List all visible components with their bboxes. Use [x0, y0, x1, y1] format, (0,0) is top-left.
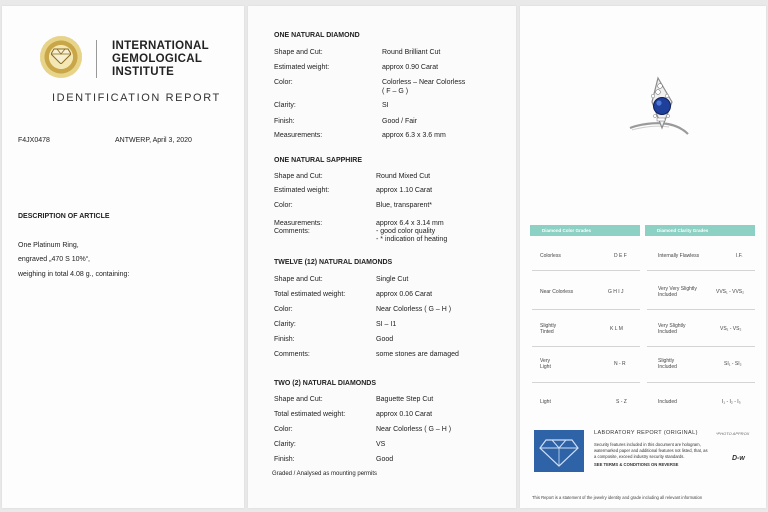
divider	[532, 270, 640, 271]
field-label: Measurements:	[274, 220, 323, 227]
field-label: Total estimated weight:	[274, 411, 346, 418]
divider	[647, 382, 755, 383]
field-value: approx 0.06 Carat	[376, 291, 433, 298]
field-value: approx 6.3 x 3.6 mm	[382, 132, 446, 139]
field-value: SI – I1	[376, 321, 397, 328]
institute-name: INTERNATIONAL GEMOLOGICAL INSTITUTE	[112, 40, 209, 78]
field-label: Total estimated weight:	[274, 291, 346, 298]
color-grade-name: Slightly	[540, 323, 557, 329]
color-grade-letters: G H I J	[608, 289, 624, 295]
field-label: Comments:	[274, 228, 310, 235]
article-line: weighing in total 4.08 g., containing:	[18, 271, 130, 278]
color-grade-name: Tinted	[540, 329, 554, 335]
color-grade-letters: D E F	[614, 253, 627, 259]
field-value: - good color quality	[376, 228, 436, 235]
report-title: IDENTIFICATION REPORT	[52, 92, 221, 104]
divider	[532, 309, 640, 310]
color-grade-name: Light	[540, 364, 551, 370]
hologram-seal-icon	[534, 430, 584, 472]
color-grade-letters: K L M	[610, 326, 623, 332]
section-title-two-diamonds: TWO (2) NATURAL DIAMONDS	[274, 380, 377, 387]
terms-link[interactable]: SEE TERMS & CONDITIONS ON REVERSE	[594, 462, 679, 467]
field-label: Color:	[274, 426, 293, 433]
field-value: approx 0.90 Carat	[382, 64, 439, 71]
field-value: Good / Fair	[382, 118, 418, 125]
diamond-icon	[51, 48, 71, 64]
field-label: Finish:	[274, 118, 295, 125]
security-text: watermarked paper and additional features not listed, that, as	[594, 448, 708, 453]
ring-photo	[622, 76, 694, 136]
field-value: approx 6.4 x 3.14 mm	[376, 220, 444, 227]
divider	[647, 270, 755, 271]
field-value: some stones are damaged	[376, 351, 459, 358]
field-label: Clarity:	[274, 321, 296, 328]
color-grades-header: Diamond Color Grades	[530, 225, 640, 236]
clarity-grade-code: SI₁ - SI₂	[724, 361, 742, 367]
divider	[647, 309, 755, 310]
section-title-natural-diamond: ONE NATURAL DIAMOND	[274, 32, 360, 39]
field-value: Colorless – Near Colorless	[382, 79, 466, 86]
divider	[532, 382, 640, 383]
clarity-grade-code: VS₁ - VS₂	[720, 326, 742, 332]
field-value: ( F – G )	[382, 88, 409, 95]
article-line: One Platinum Ring,	[18, 242, 79, 249]
field-label: Measurements:	[274, 132, 323, 139]
field-value: Round Mixed Cut	[376, 173, 431, 180]
field-label: Shape and Cut:	[274, 396, 323, 403]
field-value: Baguette Step Cut	[376, 396, 434, 403]
gem-details-page	[248, 6, 516, 508]
lab-report-title: LABORATORY REPORT (ORIGINAL)	[594, 430, 698, 436]
field-label: Color:	[274, 202, 293, 209]
field-value: Near Colorless ( G – H )	[376, 426, 452, 433]
report-cover-page	[2, 6, 244, 508]
field-value: Good	[376, 336, 394, 343]
field-value: VS	[376, 441, 386, 448]
report-footer: This Report is a statement of the jewelry identity and grade including all relevant information	[532, 495, 703, 500]
clarity-grade-name: Included	[658, 329, 677, 335]
field-label: Shape and Cut:	[274, 49, 323, 56]
field-value: Near Colorless ( G – H )	[376, 306, 452, 313]
field-label: Clarity:	[274, 102, 296, 109]
clarity-grade-name: Internally Flawless	[658, 253, 700, 259]
section-title-natural-sapphire: ONE NATURAL SAPPHIRE	[274, 157, 363, 164]
field-value: Good	[376, 456, 394, 463]
clarity-grade-code: VVS₁ - VVS₂	[716, 289, 745, 295]
field-value: Single Cut	[376, 276, 409, 283]
clarity-grade-name: Very Slightly	[658, 323, 686, 329]
logo-divider	[96, 40, 97, 78]
field-value: approx 0.10 Carat	[376, 411, 433, 418]
photo-approx-note: *PHOTO APPROX	[716, 431, 750, 436]
divider	[532, 346, 640, 347]
field-label: Color:	[274, 306, 293, 313]
field-value: - * indication of heating	[376, 236, 448, 243]
field-label: Shape and Cut:	[274, 173, 323, 180]
institute-seal-logo	[40, 36, 82, 78]
clarity-grades-header: Diamond Clarity Grades	[645, 225, 755, 236]
field-label: Estimated weight:	[274, 187, 330, 194]
field-label: Comments:	[274, 351, 310, 358]
divider	[647, 346, 755, 347]
place-date: ANTWERP, April 3, 2020	[115, 137, 192, 144]
article-heading: DESCRIPTION OF ARTICLE	[18, 213, 110, 220]
security-text: Security features included in this document are hologram,	[594, 442, 701, 447]
field-value: Round Brilliant Cut	[382, 49, 441, 56]
color-grade-name: Near Colorless	[540, 289, 574, 295]
color-grade-name: Very	[540, 358, 551, 364]
color-grade-name: Light	[540, 399, 551, 405]
field-label: Color:	[274, 79, 293, 86]
grading-footnote: Graded / Analysed as mounting permits	[272, 471, 378, 477]
clarity-grade-code: I.F.	[736, 253, 743, 259]
color-grade-letters: S - Z	[616, 399, 627, 405]
clarity-grade-name: Included	[658, 292, 677, 298]
security-text: a composite, exceed industry security standards.	[594, 454, 685, 459]
field-label: Shape and Cut:	[274, 276, 323, 283]
field-value: approx 1.10 Carat	[376, 187, 433, 194]
article-line: engraved „470 S 10%“,	[18, 256, 90, 263]
clarity-grade-code: I₁ - I₂ - I₃	[722, 399, 741, 405]
field-label: Estimated weight:	[274, 64, 330, 71]
field-label: Clarity:	[274, 441, 296, 448]
field-label: Finish:	[274, 456, 295, 463]
grades-and-photo-page	[520, 6, 766, 508]
color-grade-name: Colorless	[540, 253, 561, 259]
report-number: F4JX0478	[18, 137, 50, 144]
field-value: Blue, transparent*	[376, 202, 433, 209]
color-grade-letters: N - R	[614, 361, 626, 367]
diamond-icon	[534, 430, 584, 472]
signature: D-w	[732, 455, 745, 462]
field-value: SI	[382, 102, 389, 109]
clarity-grade-name: Slightly	[658, 358, 675, 364]
clarity-grade-name: Included	[658, 399, 677, 405]
clarity-grade-name: Very Very Slightly	[658, 286, 697, 292]
section-title-twelve-diamonds: TWELVE (12) NATURAL DIAMONDS	[274, 259, 393, 266]
field-label: Finish:	[274, 336, 295, 343]
clarity-grade-name: Included	[658, 364, 677, 370]
